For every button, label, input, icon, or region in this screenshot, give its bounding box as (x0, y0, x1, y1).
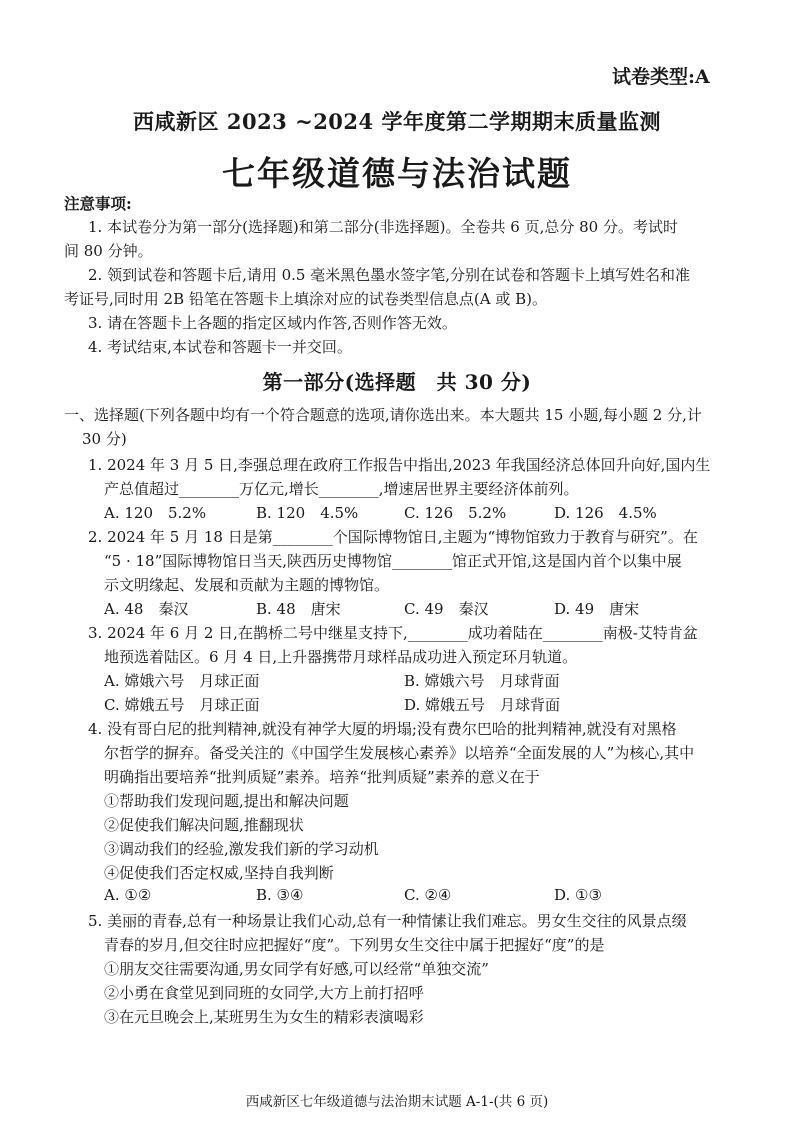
option-b: B. 嫦娥六号 月球背面 (404, 672, 560, 690)
question-2-text: 示文明缘起、发展和贡献为主题的博物馆。 (104, 576, 390, 594)
question-5-text: 青春的岁月,但交往时应把握好“度”。下列男女生交往中属于把握好“度”的是 (104, 936, 605, 954)
option-a: A. 48 秦汉 (104, 600, 189, 618)
option-b: B. 120 4.5% (256, 504, 359, 522)
option-a: A. ①② (104, 886, 152, 904)
statement-2: ②小勇在食堂见到同班的女同学,大方上前打招呼 (104, 984, 424, 1002)
question-4-text: 4. 没有哥白尼的批判精神,就没有神学大厦的坍塌;没有费尔巴哈的批判精神,就没有对黑格 (88, 720, 677, 738)
notice-item: 4. 考试结束,本试卷和答题卡一并交回。 (88, 338, 352, 356)
question-5-text: 5. 美丽的青春,总有一种场景让我们心动,总有一种情愫让我们难忘。男女生交往的风景点缀 (88, 912, 687, 930)
section-instructions: 一、选择题(下列各题中均有一个符合题意的选项,请你选出来。本大题共 15 小题,每小题 2 分,计 (64, 406, 702, 424)
notice-item: 2. 领到试卷和答题卡后,请用 0.5 毫米黑色墨水签字笔,分别在试卷和答题卡上填写姓名和准 (88, 266, 691, 284)
option-c: C. ②④ (404, 886, 452, 904)
question-4-text: 明确指出要培养“批判质疑”素养。培养“批判质疑”素养的意义在于 (104, 768, 540, 786)
paper-type: 试卷类型:A (612, 66, 710, 88)
page-footer: 西咸新区七年级道德与法治期末试题 A-1-(共 6 页) (245, 1094, 549, 1110)
question-1-text: 产总值超过________万亿元,增长________,增速居世界主要经济体前列。 (104, 480, 579, 498)
option-c: C. 126 5.2% (404, 504, 507, 522)
notice-item: 1. 本试卷分为第一部分(选择题)和第二部分(非选择题)。全卷共 6 页,总分 80 分。考试时 (88, 218, 678, 236)
option-d: D. 嫦娥五号 月球背面 (404, 696, 561, 714)
question-4-text: 尔哲学的摒弃。备受关注的《中国学生发展核心素养》以培养“全面发展的人”为核心,其中 (104, 744, 695, 762)
notice-item: 3. 请在答题卡上各题的指定区域内作答,否则作答无效。 (88, 314, 457, 332)
section-instructions: 30 分) (82, 430, 127, 448)
statement-4: ④促使我们否定权威,坚持自我判断 (104, 864, 334, 882)
option-b: B. 48 唐宋 (256, 600, 341, 618)
option-d: D. ①③ (554, 886, 602, 904)
option-c: C. 嫦娥五号 月球正面 (104, 696, 260, 714)
question-2-text: 2. 2024 年 5 月 18 日是第________个国际博物馆日,主题为“博物馆致力于教育与研究”。在 (88, 528, 698, 546)
question-1-text: 1. 2024 年 3 月 5 日,李强总理在政府工作报告中指出,2023 年我国经济总体回升向好,国内生 (88, 456, 711, 474)
option-d: D. 126 4.5% (554, 504, 657, 522)
statement-3: ③调动我们的经验,激发我们新的学习动机 (104, 840, 379, 858)
notice-item: 考证号,同时用 2B 铅笔在答题卡上填涂对应的试卷类型信息点(A 或 B)。 (64, 290, 547, 308)
option-a: A. 120 5.2% (104, 504, 207, 522)
statement-3: ③在元旦晚会上,某班男生为女生的精彩表演喝彩 (104, 1008, 424, 1026)
statement-2: ②促使我们解决问题,推翻现状 (104, 816, 304, 834)
question-3-text: 3. 2024 年 6 月 2 日,在鹊桥二号中继星支持下,________成功着陆在________南极-艾特肯盆 (88, 624, 698, 642)
part-title: 第一部分(选择题 共 30 分) (262, 370, 532, 394)
question-3-text: 地预选着陆区。6 月 4 日,上升器携带月球样品成功进入预定环月轨道。 (104, 648, 578, 666)
statement-1: ①朋友交往需要沟通,男女同学有好感,可以经常“单独交流” (104, 960, 489, 978)
option-c: C. 49 秦汉 (404, 600, 489, 618)
option-d: D. 49 唐宋 (554, 600, 640, 618)
notice-heading: 注意事项: (64, 194, 132, 213)
notice-item: 间 80 分钟。 (64, 242, 153, 260)
statement-1: ①帮助我们发现问题,提出和解决问题 (104, 792, 349, 810)
question-2-text: “5 · 18”国际博物馆日当天,陕西历史博物馆________馆正式开馆,这是国内首个以集中展 (104, 552, 682, 570)
exam-header: 西咸新区 2023 ~2024 学年度第二学期期末质量监测 (133, 109, 661, 134)
option-b: B. ③④ (256, 886, 304, 904)
page-title: 七年级道德与法治试题 (222, 154, 572, 193)
option-a: A. 嫦娥六号 月球正面 (104, 672, 260, 690)
